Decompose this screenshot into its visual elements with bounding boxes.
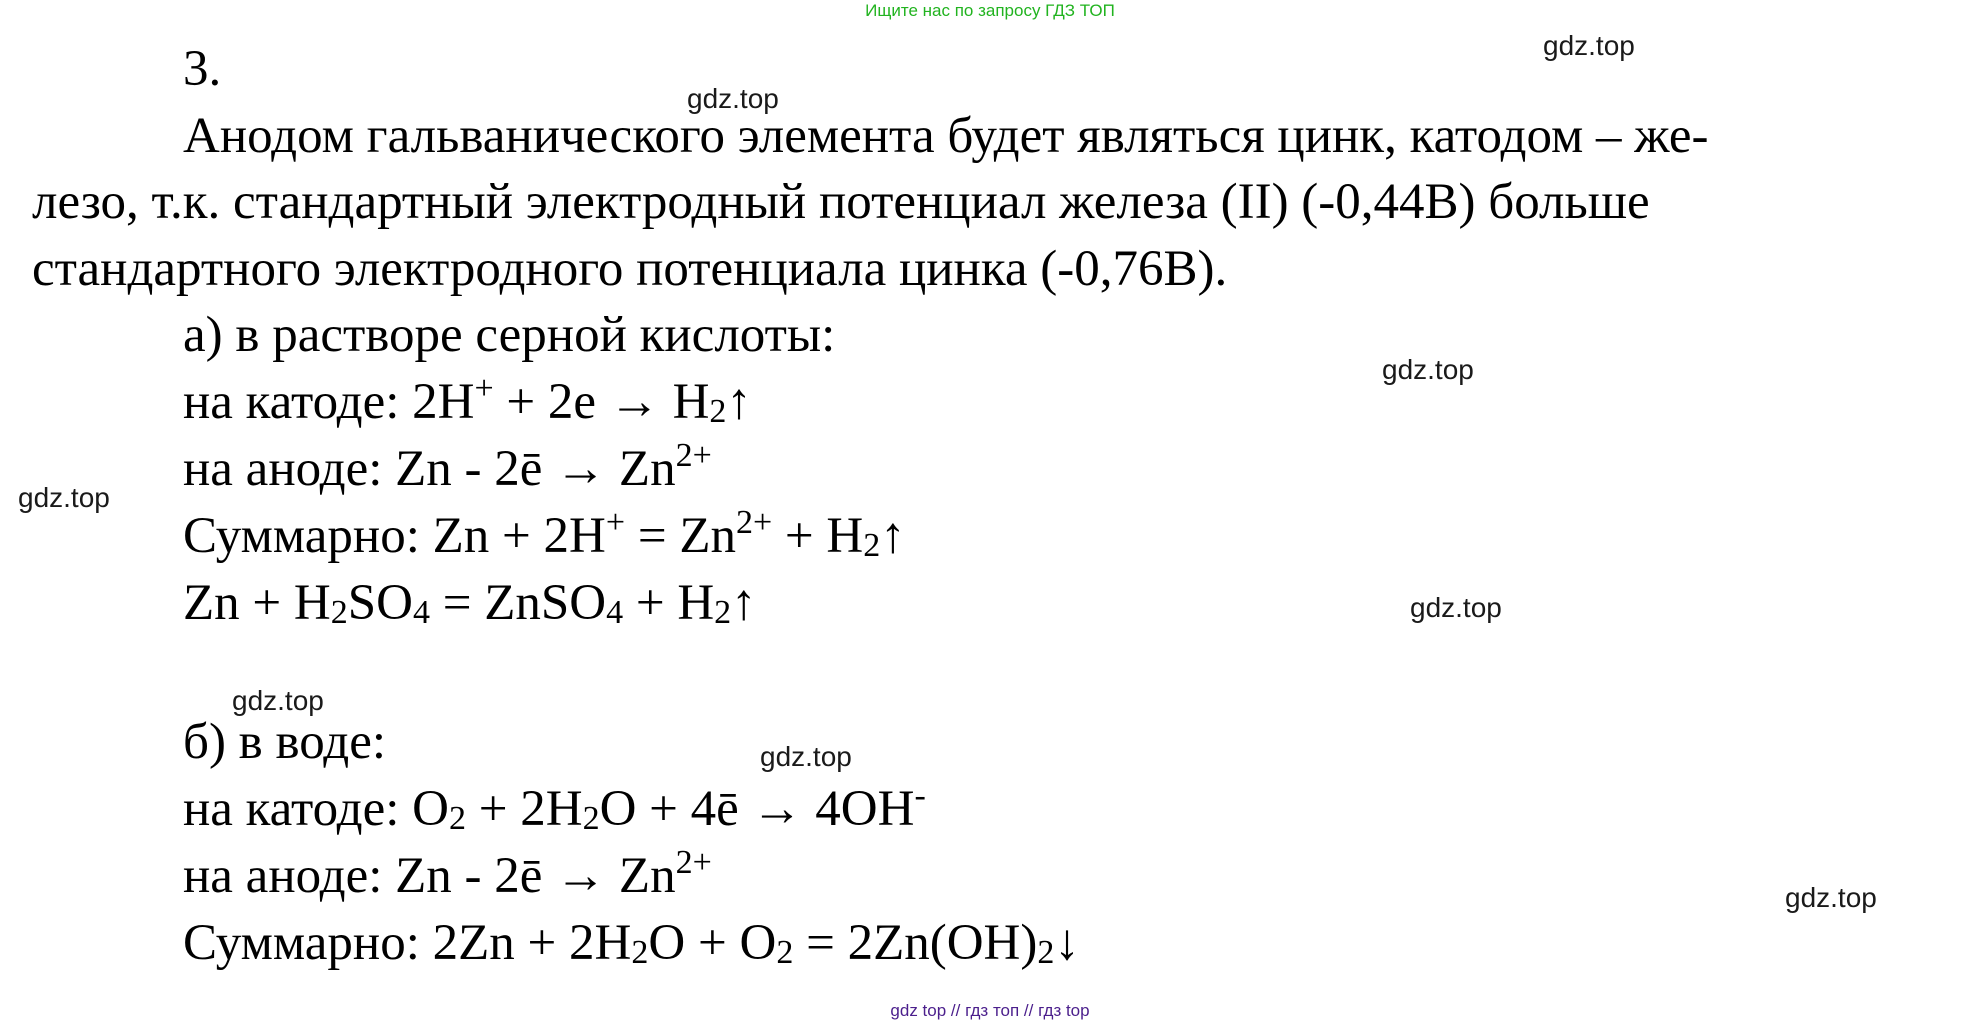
subscript: 4 [412, 594, 430, 632]
subscript: 2 [448, 800, 466, 838]
section-a-molecular-equation [183, 574, 757, 632]
text: SO [347, 575, 413, 631]
watermark: gdz.top [687, 83, 779, 114]
arrow: ↑ [731, 575, 757, 631]
subscript: 2 [776, 934, 794, 972]
text: на аноде: Zn - 2ē → Zn [183, 848, 676, 904]
text: Zn + H [183, 575, 331, 631]
watermark: gdz.top [18, 482, 110, 513]
subscript: 2 [631, 934, 649, 972]
charge: + [474, 370, 494, 408]
watermark: gdz.top [1382, 354, 1474, 385]
text: Суммарно: 2Zn + 2H [183, 915, 632, 971]
subscript: 4 [606, 594, 624, 632]
section-b-total-reaction [183, 914, 1080, 972]
text: + 2H [465, 781, 583, 837]
section-a-total-reaction [183, 504, 906, 565]
text: + H [623, 575, 715, 631]
text: на катоде: O [183, 781, 449, 837]
subscript: 2 [330, 594, 348, 632]
charge: 2+ [735, 504, 773, 542]
watermark: gdz.top [232, 685, 324, 716]
subscript: 2 [582, 800, 600, 838]
text: O + 4ē → 4OH [599, 781, 915, 837]
watermark: gdz.top [760, 741, 852, 772]
text: = Zn [625, 508, 736, 564]
section-b-cathode-reaction [183, 777, 926, 838]
text: + H [772, 508, 864, 564]
paragraph-line-2: лезо, т.к. стандартный электродный потенциал железа (II) (-0,44В) больше [32, 174, 1650, 230]
arrow: ↑ [880, 508, 906, 564]
subscript: 2 [863, 527, 881, 565]
charge: + [605, 504, 626, 542]
arrow: ↑ [726, 374, 752, 430]
watermark: gdz.top [1410, 592, 1502, 623]
bottom-banner: gdz top // гдз топ // гдз top [890, 1001, 1090, 1020]
section-a-cathode-reaction [183, 370, 752, 431]
text: Суммарно: Zn + 2H [183, 508, 606, 564]
section-b-heading: б) в воде: [183, 714, 387, 770]
text: = 2Zn(OH) [793, 915, 1038, 971]
charge: 2+ [675, 437, 712, 475]
text: = ZnSO [429, 575, 607, 631]
text: O + O [648, 915, 777, 971]
problem-number: 3. [183, 41, 222, 97]
watermark: gdz.top [1543, 30, 1635, 61]
section-a-heading: а) в растворе серной кислоты: [183, 307, 836, 363]
paragraph-line-3: стандартного электродного потенциала цинка (-0,76В). [32, 241, 1228, 297]
top-banner: Ищите нас по запросу ГДЗ ТОП [865, 1, 1115, 20]
arrow: ↓ [1054, 915, 1080, 971]
charge: 2+ [675, 844, 712, 882]
section-a-anode-reaction [183, 437, 712, 498]
section-b-anode-reaction [183, 844, 712, 905]
subscript: 2 [714, 594, 732, 632]
subscript: 2 [1037, 934, 1055, 972]
watermark: gdz.top [1785, 882, 1877, 913]
text: на аноде: Zn - 2ē → Zn [183, 441, 676, 497]
subscript: 2 [709, 393, 727, 431]
text: + 2e → H [493, 374, 710, 430]
charge: - [914, 777, 926, 815]
text: на катоде: 2H [183, 374, 475, 430]
paragraph-line-1: Анодом гальванического элемента будет являться цинк, катодом – же- [183, 108, 1709, 164]
